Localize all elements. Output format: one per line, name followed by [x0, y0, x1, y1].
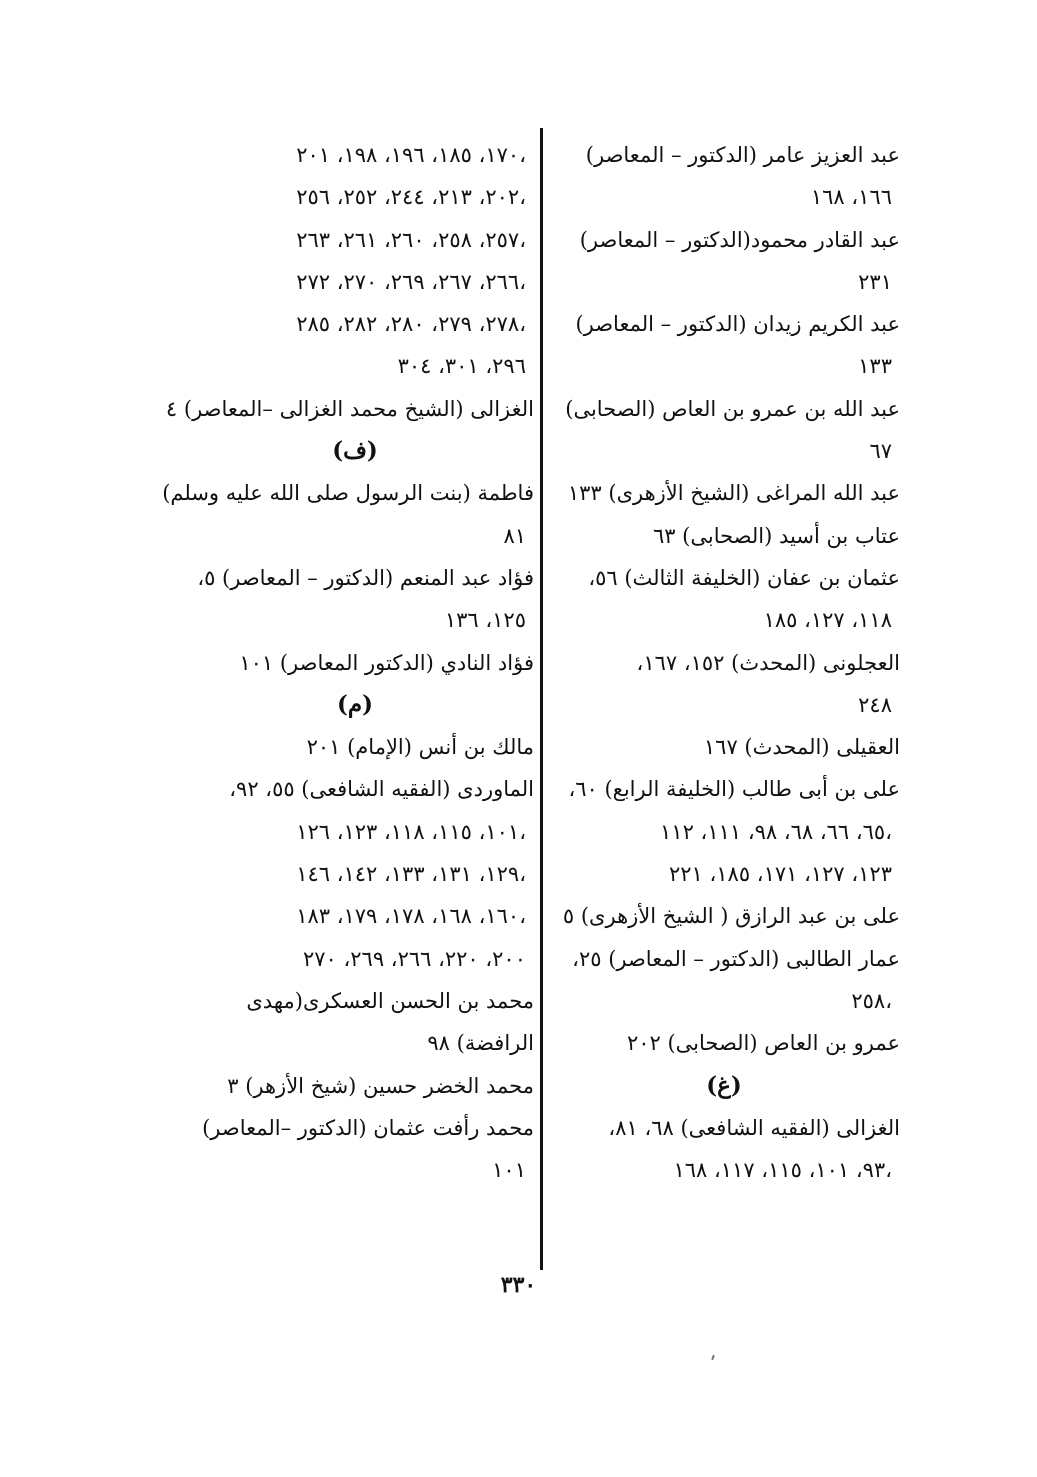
index-line: ٨١	[503, 523, 526, 548]
section-letter-heading: (م)	[336, 690, 373, 718]
index-line: العجلونى (المحدث) ١٥٢، ١٦٧،	[636, 650, 900, 675]
index-line: عبد الله المراغى (الشيخ الأزهرى) ١٣٣	[567, 481, 900, 506]
index-line: ٦٥، ٦٦، ٦٨، ٩٨، ١١١، ١١٢،	[660, 819, 892, 844]
index-line: ٢٤٨	[858, 692, 892, 717]
index-line: عبد القادر محمود(الدكتور – المعاصر)	[579, 227, 900, 252]
index-line: محمد رأفت عثمان (الدكتور –المعاصر)	[202, 1115, 534, 1140]
index-line: ١٠١، ١١٥، ١١٨، ١٢٣، ١٢٦،	[296, 819, 526, 844]
index-line: ٩٣، ١٠١، ١١٥، ١١٧، ١٦٨،	[673, 1158, 892, 1183]
index-line: ١٣٣	[858, 354, 892, 379]
index-line: عبد الكريم زيدان (الدكتور – المعاصر)	[575, 312, 900, 337]
index-line: العقيلى (المحدث) ١٦٧	[703, 735, 900, 760]
scan-speck	[711, 1355, 715, 1360]
index-line: ٢٠٢، ٢١٣، ٢٤٤، ٢٥٢، ٢٥٦،	[296, 185, 526, 210]
index-column-left	[162, 134, 534, 1191]
index-line: عمرو بن العاص (الصحابى) ٢٠٢	[626, 1031, 900, 1056]
index-line: ١١٨، ١٢٧، ١٨٥	[763, 608, 892, 633]
index-line: الغزالى (الشيخ محمد الغزالى –المعاصر) ٤	[165, 396, 534, 421]
index-line: ١٧٠، ١٨٥، ١٩٦، ١٩٨، ٢٠١،	[296, 143, 526, 167]
index-line: ١٢٩، ١٣١، ١٣٣، ١٤٢، ١٤٦،	[296, 862, 526, 887]
index-line: الغزالى (الفقيه الشافعى) ٦٨، ٨١،	[608, 1115, 900, 1140]
index-line: ١٦٠، ١٦٨، ١٧٨، ١٧٩، ١٨٣،	[296, 904, 526, 929]
index-line: ٦٧	[869, 439, 892, 464]
index-line: محمد الخضر حسين (شيخ الأزهر) ٣	[227, 1073, 534, 1098]
index-line: فاطمة (بنت الرسول صلى الله عليه وسلم)	[162, 481, 534, 506]
index-line: عثمان بن عفان (الخليفة الثالث) ٥٦،	[588, 565, 900, 590]
index-line: ٢٧٨، ٢٧٩، ٢٨٠، ٢٨٢، ٢٨٥،	[296, 312, 526, 337]
index-line: محمد بن الحسن العسكرى(مهدى	[246, 988, 534, 1013]
index-line: ١٦٦، ١٦٨	[810, 185, 892, 210]
section-letter-heading: (غ)	[706, 1071, 742, 1099]
index-line: ٢٠٠، ٢٢٠، ٢٦٦، ٢٦٩، ٢٧٠	[302, 946, 526, 971]
column-divider	[540, 128, 543, 1270]
page-number: ٣٣٠	[500, 1272, 537, 1298]
index-line: الرافضة) ٩٨	[427, 1031, 534, 1056]
index-line: عتاب بن أسيد (الصحابى) ٦٣	[652, 523, 900, 548]
index-line: ٢٥٧، ٢٥٨، ٢٦٠، ٢٦١، ٢٦٣،	[296, 227, 526, 252]
index-line: عبد الله بن عمرو بن العاص (الصحابى)	[565, 396, 900, 421]
index-line: ٢٣١	[858, 269, 892, 294]
index-line: مالك بن أنس (الإمام) ٢٠١	[306, 735, 534, 760]
index-line: ١٠١	[492, 1158, 526, 1183]
index-line: فؤاد النادي (الدكتور المعاصر) ١٠١	[239, 650, 534, 675]
index-line: ٢٥٨،	[851, 988, 892, 1013]
index-line: ١٢٥، ١٣٦	[444, 608, 526, 633]
index-line: فؤاد عبد المنعم (الدكتور – المعاصر) ٥،	[197, 565, 534, 590]
index-line: عبد العزيز عامر (الدكتور – المعاصر)	[585, 143, 900, 167]
index-line: على بن أبى طالب (الخليفة الرابع) ٦٠،	[568, 777, 900, 802]
index-line: ١٢٣، ١٢٧، ١٧١، ١٨٥، ٢٢١	[668, 862, 892, 887]
index-line: على بن عبد الرازق ( الشيخ الأزهرى) ٥	[562, 904, 900, 929]
index-column-right	[548, 134, 900, 1191]
index-line: عمار الطالبى (الدكتور – المعاصر) ٢٥،	[572, 946, 900, 971]
section-letter-heading: (ف)	[332, 437, 378, 465]
index-line: ٢٩٦، ٣٠١، ٣٠٤	[397, 354, 526, 379]
index-line: ٢٦٦، ٢٦٧، ٢٦٩، ٢٧٠، ٢٧٢،	[296, 269, 526, 294]
index-line: الماوردى (الفقيه الشافعى) ٥٥، ٩٢،	[229, 777, 534, 802]
